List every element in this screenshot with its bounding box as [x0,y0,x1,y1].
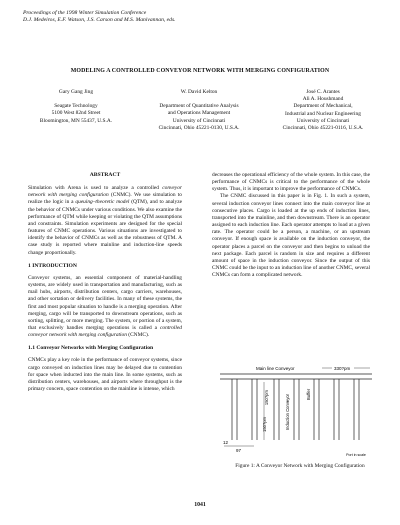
author-affiliation: Seagate Technology [54,103,98,110]
author-name-2: Ali A. Houshmand [302,96,344,103]
conveyor-figure [214,360,376,460]
proceedings-line2: D.J. Medeiros, E.F. Watson, J.S. Carson and M.S. Manivannan, eds. [23,17,176,24]
left-column [28,172,182,393]
author-affiliation: Department of Mechanical, [293,103,353,110]
induction-lines [232,379,359,440]
author-affiliation: Bloomington, MN 55437, U.S.A. [39,117,113,124]
author-block-3 [264,89,382,132]
author-affiliation: University of Cincinnati [296,117,350,124]
right-paragraph-2: The CNMC discussed in this paper is in Fig. 1. In such a system, several induction conveyor lines connect into the main conveyor line at consecutive places. Cargo is loaded at the up ends of induction lines, transported into the mainline, and then downstream. There is an operator assigned to each induction line. Each operator attempts to load at a given rate. The operator could be a person, a machine, or an upstream conveyor. If enough space is available on the induction conveyor, the operator places a parcel on the conveyor and then begins to unload the next package. Each parcel is random in size and requires a different amount of space in the induction conveyor. Since the output of this CNMC could be the input to an induction line of another CNMC, several CNMCs can form a complicated network. [212,193,370,279]
author-affiliation: Cincinnati, Ohio 45221-0130, U.S.A. [158,124,240,131]
right-paragraph-1: decreases the operational efficiency of the whole system. In this case, the performance of CNMCs is critical to the performance of the whole system. Thus, it is important to improve the performance of CNMCs. [212,172,370,193]
author-name: Gary Gang Jing [58,89,94,95]
main-line-label: Main line Conveyor [256,366,295,371]
author-block-1 [28,89,124,125]
author-name: José C. Arantes [306,89,340,95]
author-block-2 [142,89,256,132]
buffer-label: Buffer [306,388,311,400]
author-affiliation: and Operations Management [167,110,231,117]
right-column [212,172,370,279]
subsection-heading: 1.1 Conveyor Networks with Merging Configuration [28,345,154,352]
author-affiliation: 5100 West 82nd Street [51,110,101,117]
abstract-heading: ABSTRACT [89,172,121,178]
page-number: 1041 [194,502,206,508]
vertical-length-2: 150?pm [262,416,267,432]
scale-label: Port in scale [346,453,366,457]
author-affiliation: Industrial and Nuclear Engineering [285,110,361,117]
author-affiliation: Department of Quantitative Analysis [159,103,239,110]
dimension-97: 97 [236,448,242,453]
proceedings-header [23,10,176,25]
induction-conveyor-label: Induction Conveyor [285,393,290,430]
section-heading-introduction: 1 INTRODUCTION [28,262,77,269]
abstract-text: Simulation with Arena is used to analyze a controlled conveyor network with merging configuration (CNMC). We use simulation to realize the logic in a queuing–theoretic model (QTM), and to analyze the behavior of CNMCs under various conditions. We also examine the performance of QTM while keeping or violating the QTM assumptions and constraints. Simulation experiments are designed for the special features of CNMC operations. Various situations are investigated to identify the behavior of CNMCs as well as the robustness of QTM. A case study is reported where mainline and induction-line speeds change proportionally. [28,185,182,256]
vertical-length-1: 150?pm [264,390,269,406]
length-top-label: 330?pm [334,366,351,371]
dimension-12: 12 [223,440,229,445]
author-affiliation: Cincinnati, Ohio 45221-0116, U.S.A. [282,125,364,132]
intro-paragraph: Conveyor systems, an essential component of material-handling systems, are widely used in transportation and manufacturing, such as mail hubs, airports, distribution centers, cargo carriers, warehouses, and other sortation or delivery facilities. In many of these systems, the first and most popular situation to handle is a merging operation. After merging, cargo will be transported to downstream operations, such as sorting, splitting, or more merging. The system, or portion of a system, that exclusively handles merging operations is called a controlled conveyor network with merging configuration (CNMC). [28,274,182,339]
subsection-paragraph: CNMCs play a key role in the performance of conveyor systems, since cargo conveyed on induction lines may be delayed due to contention for space when inducted into the main line. In some systems, such as distribution centers, warehouses, and airports where throughput is the primary concern, space contention on the mainline is intense, which [28,357,182,393]
figure-caption: Figure 1: A Conveyor Network with Merging Configuration [235,463,365,469]
author-affiliation: University of Cincinnati [172,117,226,124]
paper-title: MODELING A CONTROLLED CONVEYOR NETWORK WITH MERGING CONFIGURATION [70,68,330,74]
proceedings-line1: Proceedings of the 1998 Winter Simulation Conference [23,10,147,16]
author-name: W. David Kelton [180,89,218,95]
